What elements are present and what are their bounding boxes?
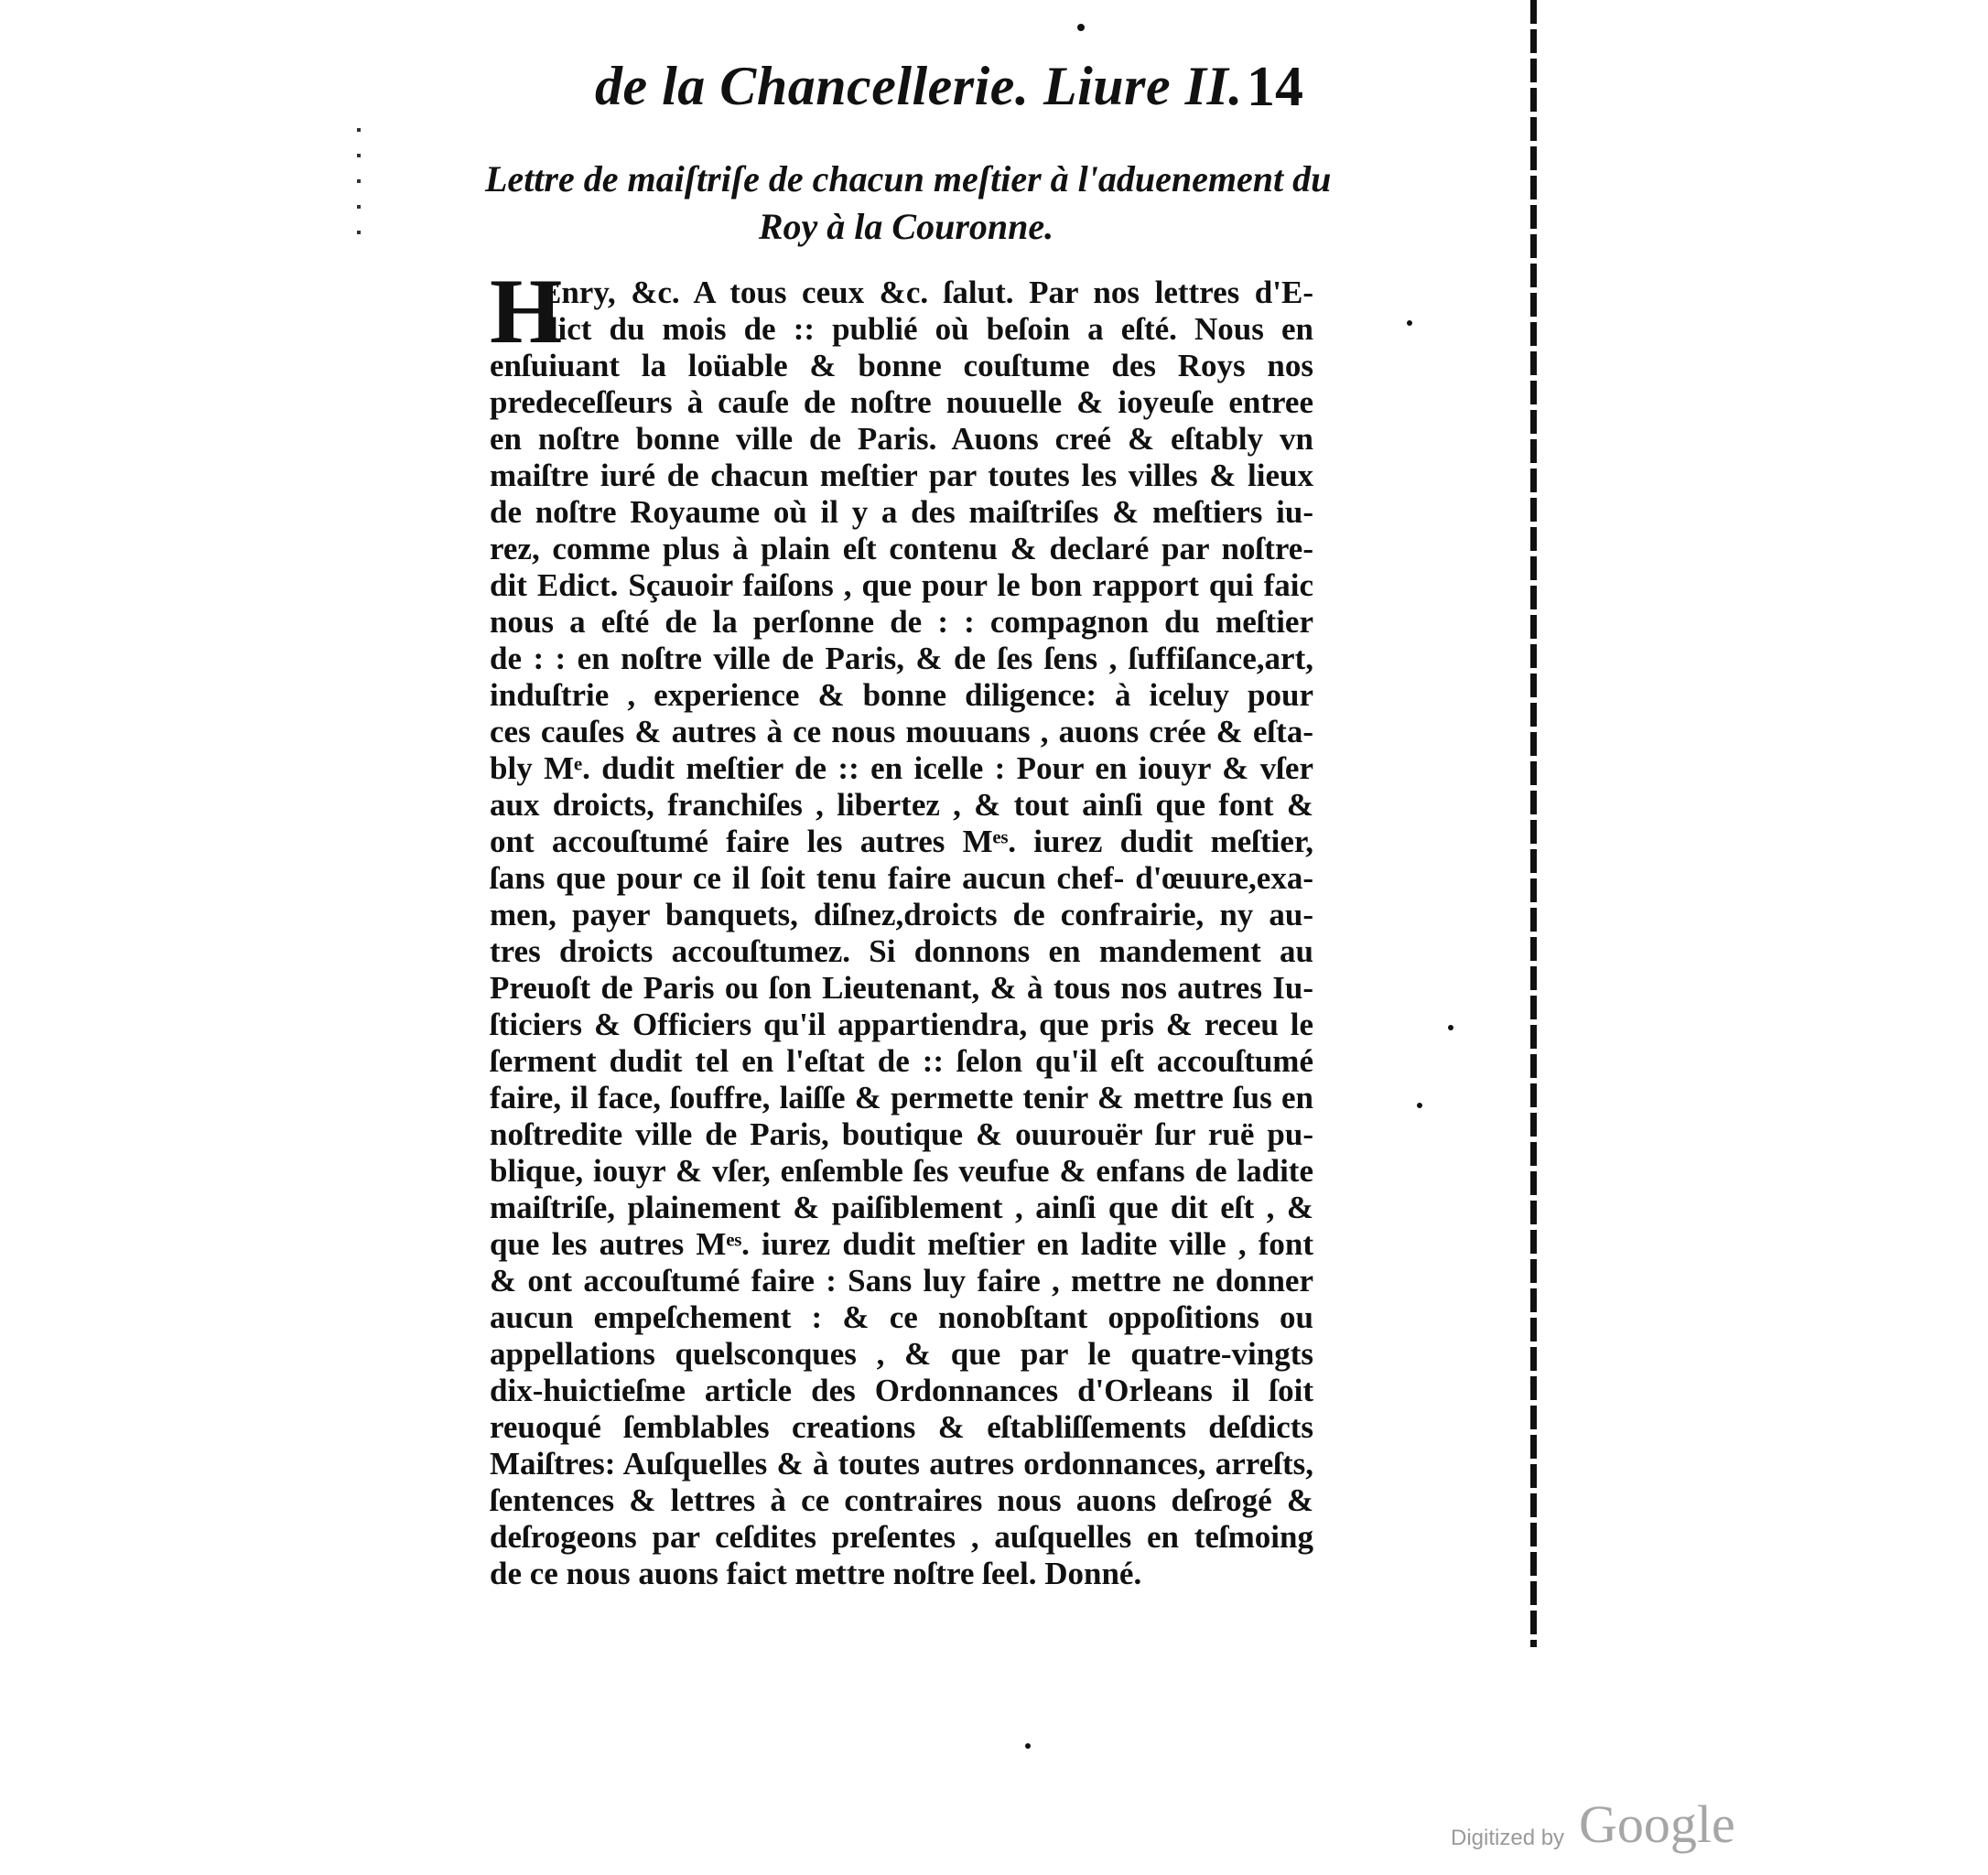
text-line: maiſtre iuré de chacun meſtier par toutes les villes & lieux: [490, 458, 1313, 493]
text-line: ſticiers & Officiers qu'il appartiendra, que pris & receu le: [490, 1007, 1313, 1042]
text-line: & ont accouſtumé faire : Sans luy faire , mettre ne donner: [490, 1263, 1313, 1298]
text-line: de noſtre Royaume où il y a des maiſtriſes & meſtiers iu-: [490, 494, 1313, 530]
text-line: induſtrie , experience & bonne diligence: à iceluy pour: [490, 677, 1313, 713]
text-line: aux droicts, franchiſes , libertez , & tout ainſi que font &: [490, 787, 1313, 823]
text-line: nous a eſté de la perſonne de : : compagnon du meſtier: [490, 604, 1313, 640]
margin-specks: [357, 128, 361, 247]
text-line: de ce nous auons faict mettre noſtre ſeel. Donné.: [490, 1556, 1142, 1591]
text-line: dix-huictieſme article des Ordonnances d'Orleans il ſoit: [490, 1373, 1313, 1408]
text-line: men, payer banquets, diſnez,droicts de confrairie, ny au-: [490, 897, 1313, 932]
ink-speck: [1077, 24, 1085, 31]
text-line: ces cauſes & autres à ce nous mouuans , auons crée & eſta-: [490, 714, 1313, 749]
page-number: 14: [1247, 56, 1303, 118]
text-line: Maiſtres: Auſquelles & à toutes autres ordonnances, arreſts,: [490, 1446, 1313, 1482]
text-line: enſuiuant la loüable & bonne couſtume des Roys nos: [490, 348, 1313, 383]
text-line: Preuoſt de Paris ou ſon Lieutenant, & à tous nos autres Iu-: [490, 970, 1313, 1006]
text-line: dit Edict. Sçauoir faiſons , que pour le bon rapport qui faic: [490, 567, 1313, 603]
text-line: appellations quelsconques , & que par le quatre-vingts: [490, 1336, 1313, 1372]
text-line: bly Mᵉ. dudit meſtier de :: en icelle : Pour en iouyr & vſer: [490, 750, 1313, 786]
body-text: [490, 275, 1313, 1592]
text-line: deſrogeons par ceſdites preſentes , auſquelles en teſmoing: [490, 1519, 1313, 1555]
text-line: noſtredite ville de Paris, boutique & ouurouër ſur ruë pu-: [490, 1116, 1313, 1152]
text-line: que les autres Mᵉˢ. iurez dudit meſtier en ladite ville , font: [490, 1226, 1313, 1262]
text-line: ſerment dudit tel en l'eſtat de :: ſelon qu'il eſt accouſtumé: [490, 1043, 1313, 1079]
page-edge-rule: [1530, 0, 1537, 1647]
ink-speck: [1025, 1743, 1031, 1749]
text-line: ſentences & lettres à ce contraires nous auons deſrogé &: [490, 1482, 1313, 1518]
section-heading-line-2: Roy à la Couronne.: [758, 206, 1054, 247]
text-line: rez, comme plus à plain eſt contenu & declaré par noſtre-: [490, 531, 1313, 566]
google-logo: Google: [1579, 1794, 1735, 1854]
text-line: en noſtre bonne ville de Paris. Auons creé & eſtably vn: [490, 421, 1313, 457]
text-line: ont accouſtumé faire les autres Mᵉˢ. iurez dudit meſtier,: [490, 824, 1313, 859]
ink-speck: [1407, 320, 1412, 326]
text-line: predeceſſeurs à cauſe de noſtre nouuelle & ioyeuſe entree: [490, 384, 1313, 420]
section-heading: [485, 156, 1332, 251]
text-line: faire, il face, ſouffre, laiſſe & permette tenir & mettre ſus en: [490, 1080, 1313, 1115]
running-title: de la Chancellerie. Liure II.: [595, 56, 1243, 116]
running-head: [595, 55, 1345, 137]
text-line: aucun empeſchement : & ce nonobſtant oppoſitions ou: [490, 1299, 1313, 1335]
text-line: ſans que pour ce il ſoit tenu faire aucun chef- d'œuure,exa-: [490, 860, 1313, 896]
drop-cap: H: [490, 260, 563, 363]
ink-speck: [1448, 1025, 1453, 1030]
text-line: reuoqué ſemblables creations & eſtabliſſements deſdicts: [490, 1409, 1313, 1445]
text-line: de : : en noſtre ville de Paris, & de ſes ſens , ſuffiſance,art,: [490, 641, 1313, 676]
watermark-caption: Digitized by: [1451, 1826, 1565, 1850]
text-line: Enry, &c. A tous ceux &c. ſalut. Par nos lettres d'E-: [540, 275, 1313, 310]
digitized-watermark: [1451, 1794, 1753, 1858]
text-line: blique, iouyr & vſer, enſemble ſes veufue & enfans de ladite: [490, 1153, 1313, 1189]
text-line: maiſtriſe, plainement & paiſiblement , ainſi que dit eſt , &: [490, 1190, 1313, 1225]
text-line: tres droicts accouſtumez. Si donnons en mandement au: [490, 933, 1313, 969]
ink-speck: [1417, 1103, 1422, 1108]
text-line: dict du mois de :: publié où beſoin a eſté. Nous en: [540, 311, 1313, 347]
section-heading-line-1: Lettre de maiſtriſe de chacun meſtier à l'aduenement du: [485, 158, 1332, 199]
